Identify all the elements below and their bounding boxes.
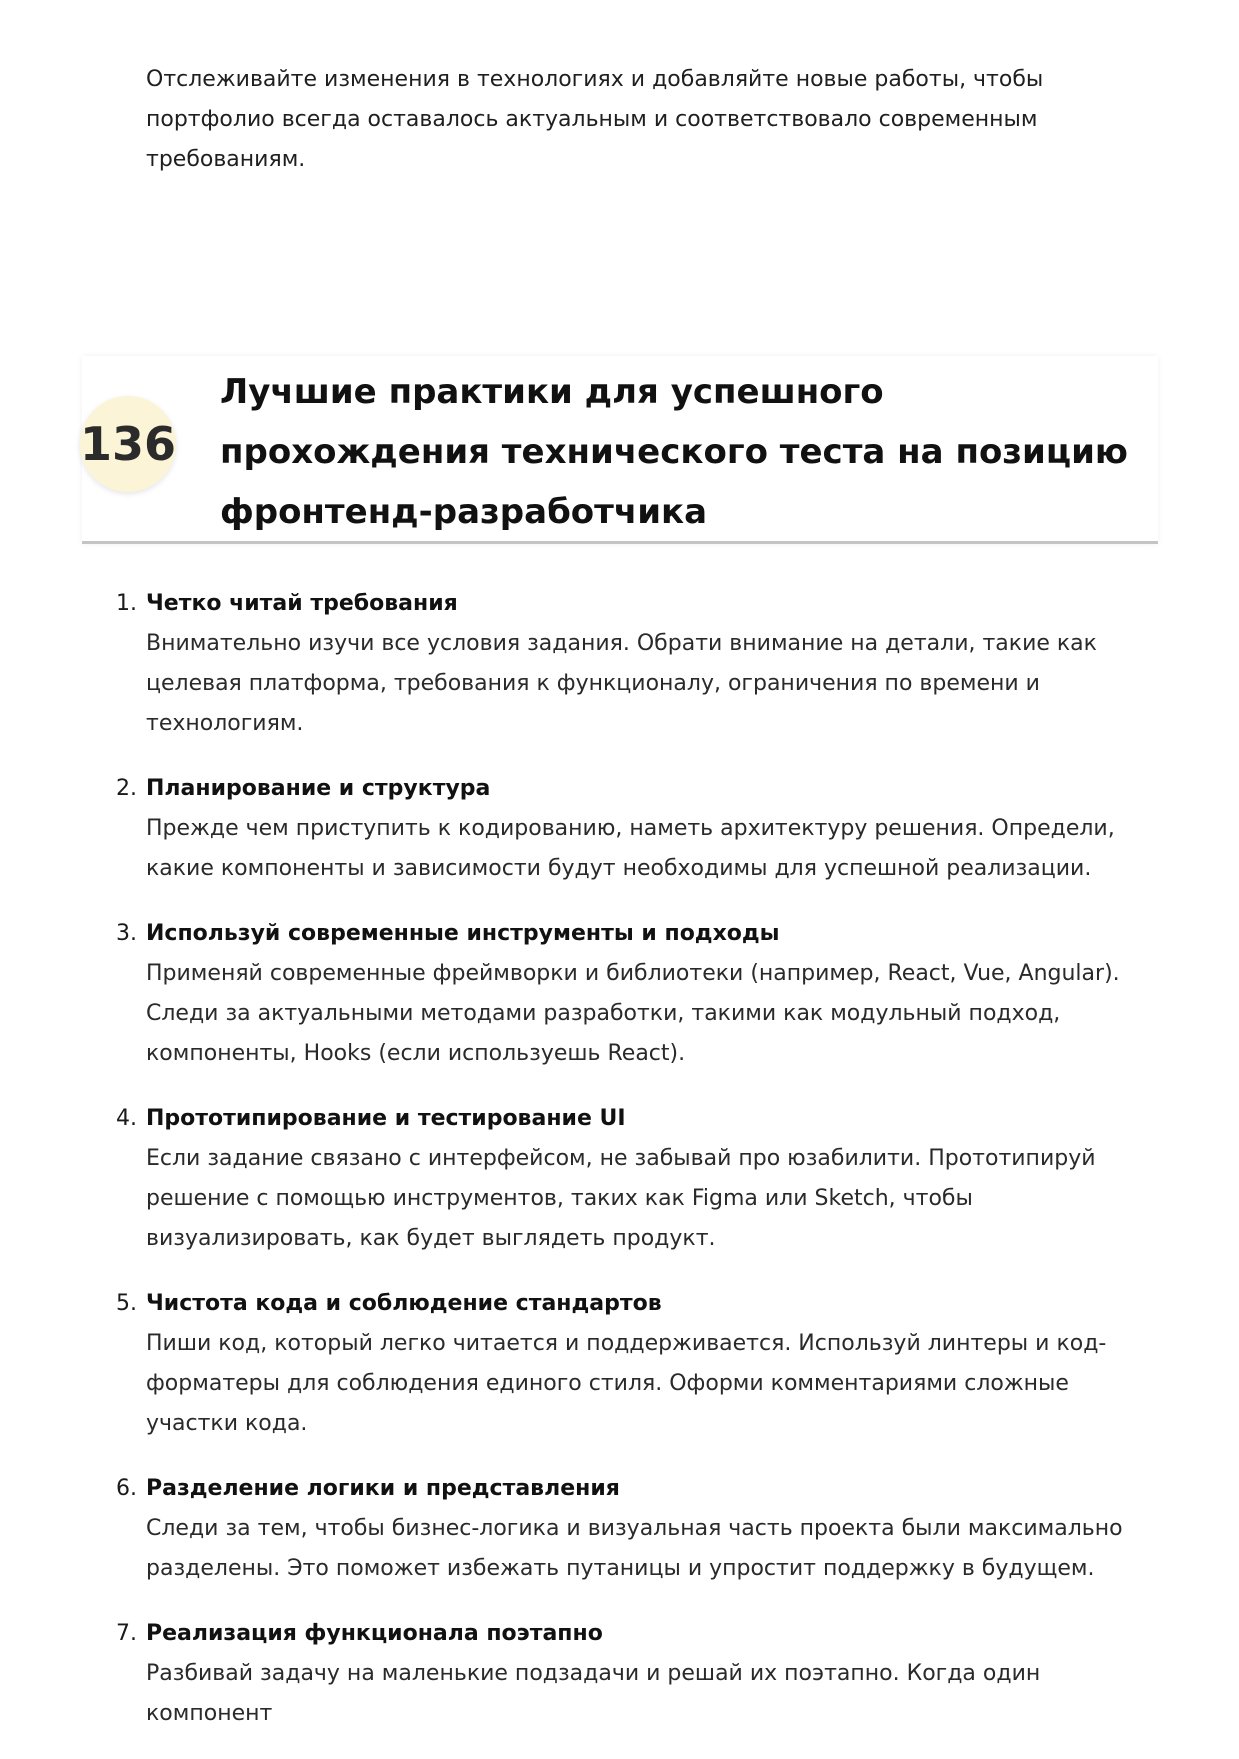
list-item (116, 584, 1156, 744)
list-item (116, 769, 1156, 889)
list-item (116, 1469, 1156, 1589)
list-item (116, 1614, 1156, 1734)
item-text: Следи за тем, чтобы бизнес-логика и визуальная часть проекта были максимально разделены. Это поможет избежать путаницы и упростит поддержку в будущем. (146, 1516, 1123, 1581)
item-title: Планирование и структура (146, 776, 491, 801)
chapter-title: Лучшие практики для успешного прохождения технического теста на позицию фронтенд-разработчика (220, 372, 1128, 532)
item-text: Пиши код, который легко читается и поддерживается. Используй линтеры и код-форматеры для соблюдения единого стиля. Оформи комментариями сложные участки кода. (146, 1331, 1107, 1436)
item-title: Разделение логики и представления (146, 1476, 620, 1501)
intro-paragraph: Отслеживайте изменения в технологиях и добавляйте новые работы, чтобы портфолио всегда оставалось актуальным и соответствовало современным требованиям. (146, 67, 1044, 172)
item-number: 5. (116, 1291, 137, 1316)
item-title: Четко читай требования (146, 591, 458, 616)
item-title: Используй современные инструменты и подходы (146, 921, 780, 946)
list-item (116, 1284, 1156, 1444)
item-number: 3. (116, 921, 137, 946)
item-number: 7. (116, 1621, 137, 1646)
list-item (116, 1099, 1156, 1259)
chapter-number-badge: 136 (80, 396, 176, 492)
item-text: Внимательно изучи все условия задания. Обрати внимание на детали, такие как целевая платформа, требования к функционалу, ограничения по времени и технологиям. (146, 631, 1097, 736)
item-number: 1. (116, 591, 137, 616)
item-text: Если задание связано с интерфейсом, не забывай про юзабилити. Прототипируй решение с помощью инструментов, таких как Figma или Sketch, чтобы визуализировать, как будет выглядеть продукт. (146, 1146, 1096, 1251)
practices-list (116, 584, 1156, 1759)
item-text: Прежде чем приступить к кодированию, наметь архитектуру решения. Определи, какие компоненты и зависимости будут необходимы для успешной реализации. (146, 816, 1115, 881)
list-item (116, 914, 1156, 1074)
item-text: Применяй современные фреймворки и библиотеки (например, React, Vue, Angular). Следи за актуальными методами разработки, такими как модульный подход, компоненты, Hooks (если используешь React). (146, 961, 1120, 1066)
item-number: 2. (116, 776, 137, 801)
item-title: Чистота кода и соблюдение стандартов (146, 1291, 662, 1316)
item-number: 6. (116, 1476, 137, 1501)
item-title: Прототипирование и тестирование UI (146, 1106, 626, 1131)
item-text: Разбивай задачу на маленькие подзадачи и решай их поэтапно. Когда один компонент (146, 1661, 1041, 1726)
item-title: Реализация функционала поэтапно (146, 1621, 603, 1646)
chapter-header (79, 356, 1158, 544)
item-number: 4. (116, 1106, 137, 1131)
